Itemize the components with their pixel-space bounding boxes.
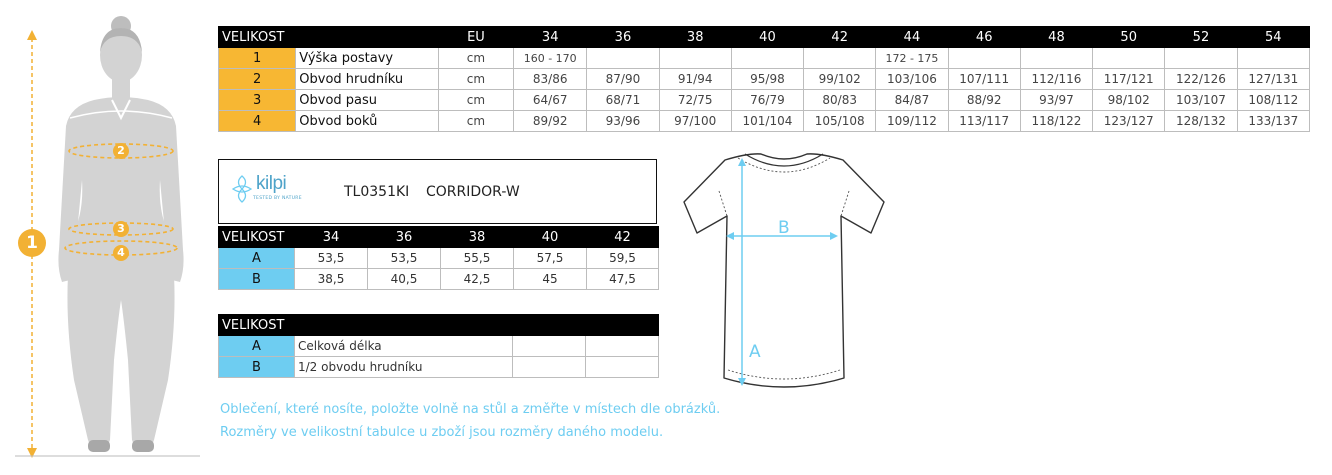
row-number: 3: [219, 90, 296, 111]
measure-note: Oblečení, které nosíte, položte volně na stůl a změřte v místech dle obrázků.: [220, 402, 721, 417]
table-cell: [948, 48, 1020, 69]
table-cell: 45: [514, 269, 587, 290]
row-label: Výška postavy: [296, 48, 439, 69]
marker-4: 4: [113, 245, 129, 261]
table-cell: 59,5: [587, 248, 659, 269]
table-cell: 95/98: [731, 69, 803, 90]
table-cell: 64/67: [514, 90, 587, 111]
table-cell: [513, 336, 586, 357]
table-cell: [587, 48, 659, 69]
table-cell: [513, 357, 586, 378]
header-cell: 48: [1020, 27, 1092, 48]
row-label: Obvod boků: [296, 111, 439, 132]
table-cell: 99/102: [804, 69, 876, 90]
header-cell: 38: [659, 27, 731, 48]
table-cell: 103/106: [876, 69, 948, 90]
product-size-table: [218, 226, 659, 290]
table-cell: 98/102: [1093, 90, 1165, 111]
size-table-header: [219, 27, 1310, 48]
table-cell: 53,5: [368, 248, 441, 269]
table-row: [219, 90, 1310, 111]
table-cell: 172 - 175: [876, 48, 948, 69]
table-cell: 84/87: [876, 90, 948, 111]
product-header: [218, 159, 657, 224]
header-cell: 46: [948, 27, 1020, 48]
table-cell: 76/79: [731, 90, 803, 111]
table-cell: [804, 48, 876, 69]
table-cell: 93/96: [587, 111, 659, 132]
table-cell: 42,5: [441, 269, 514, 290]
row-key: B: [219, 357, 295, 378]
table-cell: 91/94: [659, 69, 731, 90]
row-unit: cm: [438, 90, 513, 111]
row-unit: cm: [438, 111, 513, 132]
header-cell: 52: [1165, 27, 1237, 48]
table-row: [219, 357, 659, 378]
table-cell: 128/132: [1165, 111, 1237, 132]
table-row: [219, 336, 659, 357]
table-cell: [1020, 48, 1092, 69]
row-number: 1: [219, 48, 296, 69]
table-cell: 40,5: [368, 269, 441, 290]
header-cell: 40: [514, 227, 587, 248]
legend-table-header: [219, 315, 659, 336]
brand-name: kilpi: [256, 173, 287, 194]
table-cell: 108/112: [1237, 90, 1309, 111]
row-key: A: [219, 248, 295, 269]
label-a: A: [749, 342, 761, 362]
header-cell: 36: [587, 27, 659, 48]
table-cell: 97/100: [659, 111, 731, 132]
header-cell: 34: [514, 27, 587, 48]
table-cell: 103/107: [1165, 90, 1237, 111]
table-row: [219, 248, 659, 269]
row-number: 2: [219, 69, 296, 90]
table-row: [219, 111, 1310, 132]
table-cell: 101/104: [731, 111, 803, 132]
table-cell: [659, 48, 731, 69]
table-cell: 80/83: [804, 90, 876, 111]
table-cell: 160 - 170: [514, 48, 587, 69]
table-cell: [1165, 48, 1237, 69]
table-cell: 87/90: [587, 69, 659, 90]
marker-1: 1: [18, 229, 46, 257]
product-table-header: [219, 227, 659, 248]
table-cell: 133/137: [1237, 111, 1309, 132]
header-cell: [296, 27, 439, 48]
row-label: Obvod pasu: [296, 90, 439, 111]
table-cell: 117/121: [1093, 69, 1165, 90]
row-key: B: [219, 269, 295, 290]
header-cell: 54: [1237, 27, 1309, 48]
table-cell: 107/111: [948, 69, 1020, 90]
table-cell: 109/112: [876, 111, 948, 132]
table-cell: 38,5: [295, 269, 368, 290]
table-cell: 55,5: [441, 248, 514, 269]
table-row: [219, 69, 1310, 90]
table-cell: [586, 357, 659, 378]
marker-3: 3: [113, 221, 129, 237]
table-cell: 105/108: [804, 111, 876, 132]
header-cell: 38: [441, 227, 514, 248]
table-cell: 83/86: [514, 69, 587, 90]
row-unit: cm: [438, 69, 513, 90]
table-cell: [1093, 48, 1165, 69]
size-table: [218, 26, 1310, 132]
model-note: Rozměry ve velikostní tabulce u zboží jsou rozměry daného modelu.: [220, 425, 664, 440]
row-key: A: [219, 336, 295, 357]
table-cell: 127/131: [1237, 69, 1309, 90]
header-cell: 34: [295, 227, 368, 248]
table-cell: 68/71: [587, 90, 659, 111]
table-cell: 53,5: [295, 248, 368, 269]
row-label: 1/2 obvodu hrudníku: [295, 357, 513, 378]
row-number: 4: [219, 111, 296, 132]
row-label: Obvod hrudníku: [296, 69, 439, 90]
table-cell: 123/127: [1093, 111, 1165, 132]
row-unit: cm: [438, 48, 513, 69]
table-cell: [731, 48, 803, 69]
marker-2: 2: [113, 143, 129, 159]
kilpi-logo-icon: [231, 174, 253, 204]
table-cell: 47,5: [587, 269, 659, 290]
product-name: CORRIDOR-W: [426, 184, 520, 200]
table-cell: 112/116: [1020, 69, 1092, 90]
header-cell: VELIKOST: [219, 315, 659, 336]
label-b: B: [778, 218, 790, 238]
header-cell: 40: [731, 27, 803, 48]
brand-tagline: TESTED BY NATURE: [253, 196, 302, 201]
table-cell: 57,5: [514, 248, 587, 269]
table-cell: 122/126: [1165, 69, 1237, 90]
header-cell: 50: [1093, 27, 1165, 48]
table-row: [219, 48, 1310, 69]
table-cell: [1237, 48, 1309, 69]
product-code: TL0351KI: [344, 184, 410, 200]
table-cell: [586, 336, 659, 357]
table-cell: 89/92: [514, 111, 587, 132]
header-cell: EU: [438, 27, 513, 48]
table-row: [219, 269, 659, 290]
header-cell: VELIKOST: [219, 227, 295, 248]
table-cell: 72/75: [659, 90, 731, 111]
table-cell: 88/92: [948, 90, 1020, 111]
row-label: Celková délka: [295, 336, 513, 357]
header-cell: 42: [587, 227, 659, 248]
tshirt-diagram: [678, 150, 890, 396]
table-cell: 93/97: [1020, 90, 1092, 111]
header-cell: VELIKOST: [219, 27, 296, 48]
legend-table: [218, 314, 659, 378]
header-cell: 36: [368, 227, 441, 248]
header-cell: 42: [804, 27, 876, 48]
table-cell: 113/117: [948, 111, 1020, 132]
header-cell: 44: [876, 27, 948, 48]
table-cell: 118/122: [1020, 111, 1092, 132]
